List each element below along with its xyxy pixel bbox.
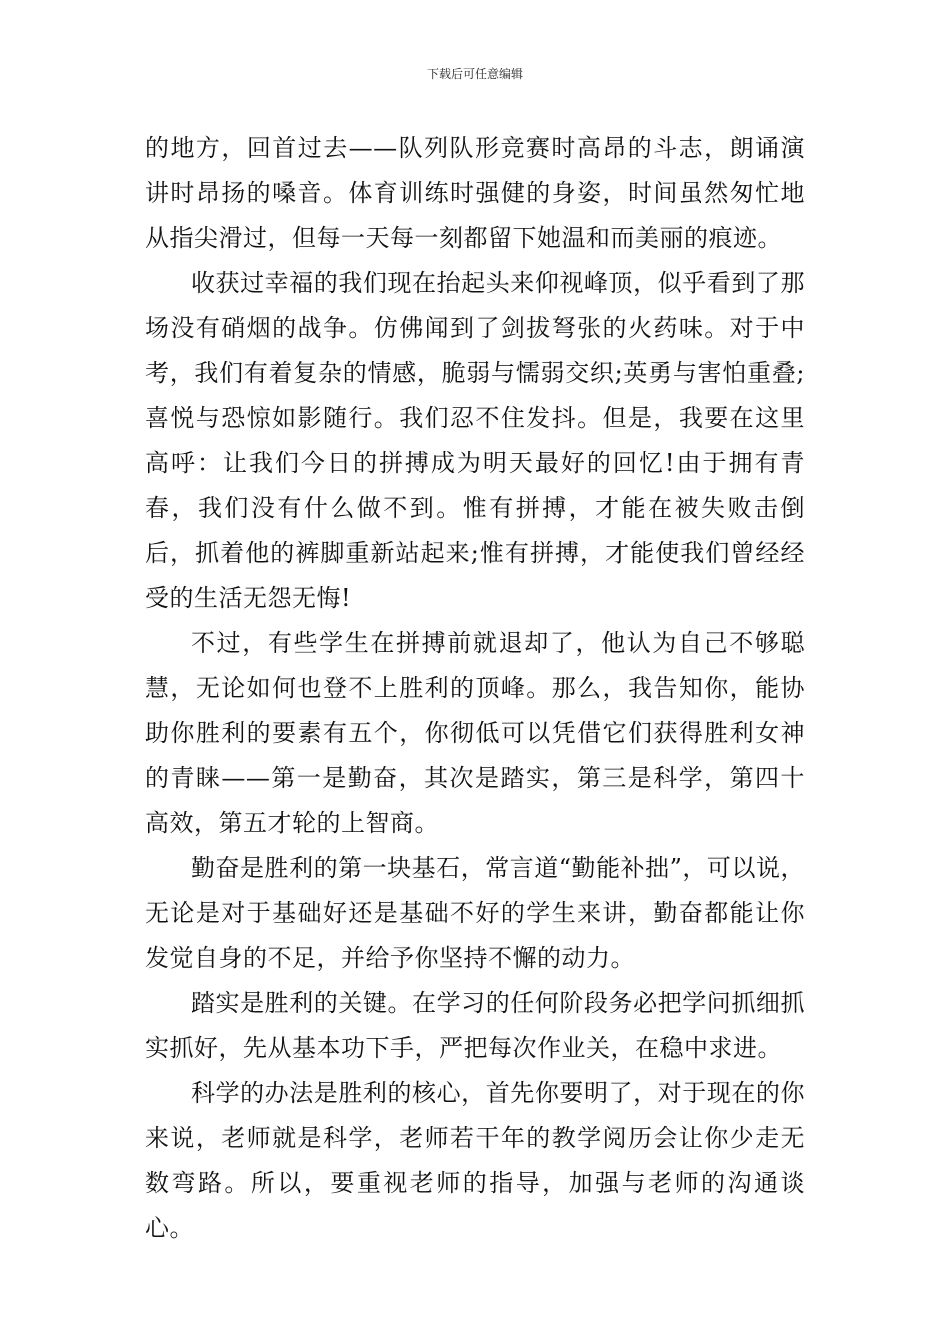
paragraph-3: 不过，有些学生在拼搏前就退却了，他认为自己不够聪慧，无论如何也登不上胜利的顶峰。那么，我告知你，能协助你胜利的要素有五个，你彻低可以凭借它们获得胜利女神的青睐——第一是勤奋，其次是踏实，第三是科学，第四十高效，第五才轮的上智商。: [145, 629, 805, 837]
paragraph-1-continued: 的地方，回首过去——队列队形竞赛时高昂的斗志，朗诵演讲时昂扬的嗓音。体育训练时强健的身姿，时间虽然匆忙地从指尖滑过，但每一天每一刻都留下她温和而美丽的痕迹。: [145, 134, 805, 252]
document-body: [145, 126, 805, 1251]
paragraph-5: 踏实是胜利的关键。在学习的任何阶段务必把学问抓细抓实抓好，先从基本功下手，严把每次作业关，在稳中求进。: [145, 989, 805, 1062]
page-header-note: 下载后可任意编辑: [426, 67, 523, 81]
paragraph-6: 科学的办法是胜利的核心，首先你要明了，对于现在的你来说，老师就是科学，老师若干年的教学阅历会让你少走无数弯路。所以，要重视老师的指导，加强与老师的沟通谈心。: [145, 1079, 805, 1242]
paragraph-2: 收获过幸福的我们现在抬起头来仰视峰顶，似乎看到了那场没有硝烟的战争。仿佛闻到了剑拔弩张的火药味。对于中考，我们有着复杂的情感，脆弱与懦弱交织;英勇与害怕重叠;喜悦与恐惊如影随行。我们忍不住发抖。但是，我要在这里高呼：让我们今日的拼搏成为明天最好的回忆!由于拥有青春，我们没有什么做不到。惟有拼搏，才能在被失败击倒后，抓着他的裤脚重新站起来;惟有拼搏，才能使我们曾经经受的生活无怨无悔!: [145, 269, 805, 612]
paragraph-4: 勤奋是胜利的第一块基石，常言道“勤能补拙”，可以说，无论是对于基础好还是基础不好的学生来讲，勤奋都能让你发觉自身的不足，并给予你坚持不懈的动力。: [145, 854, 805, 972]
